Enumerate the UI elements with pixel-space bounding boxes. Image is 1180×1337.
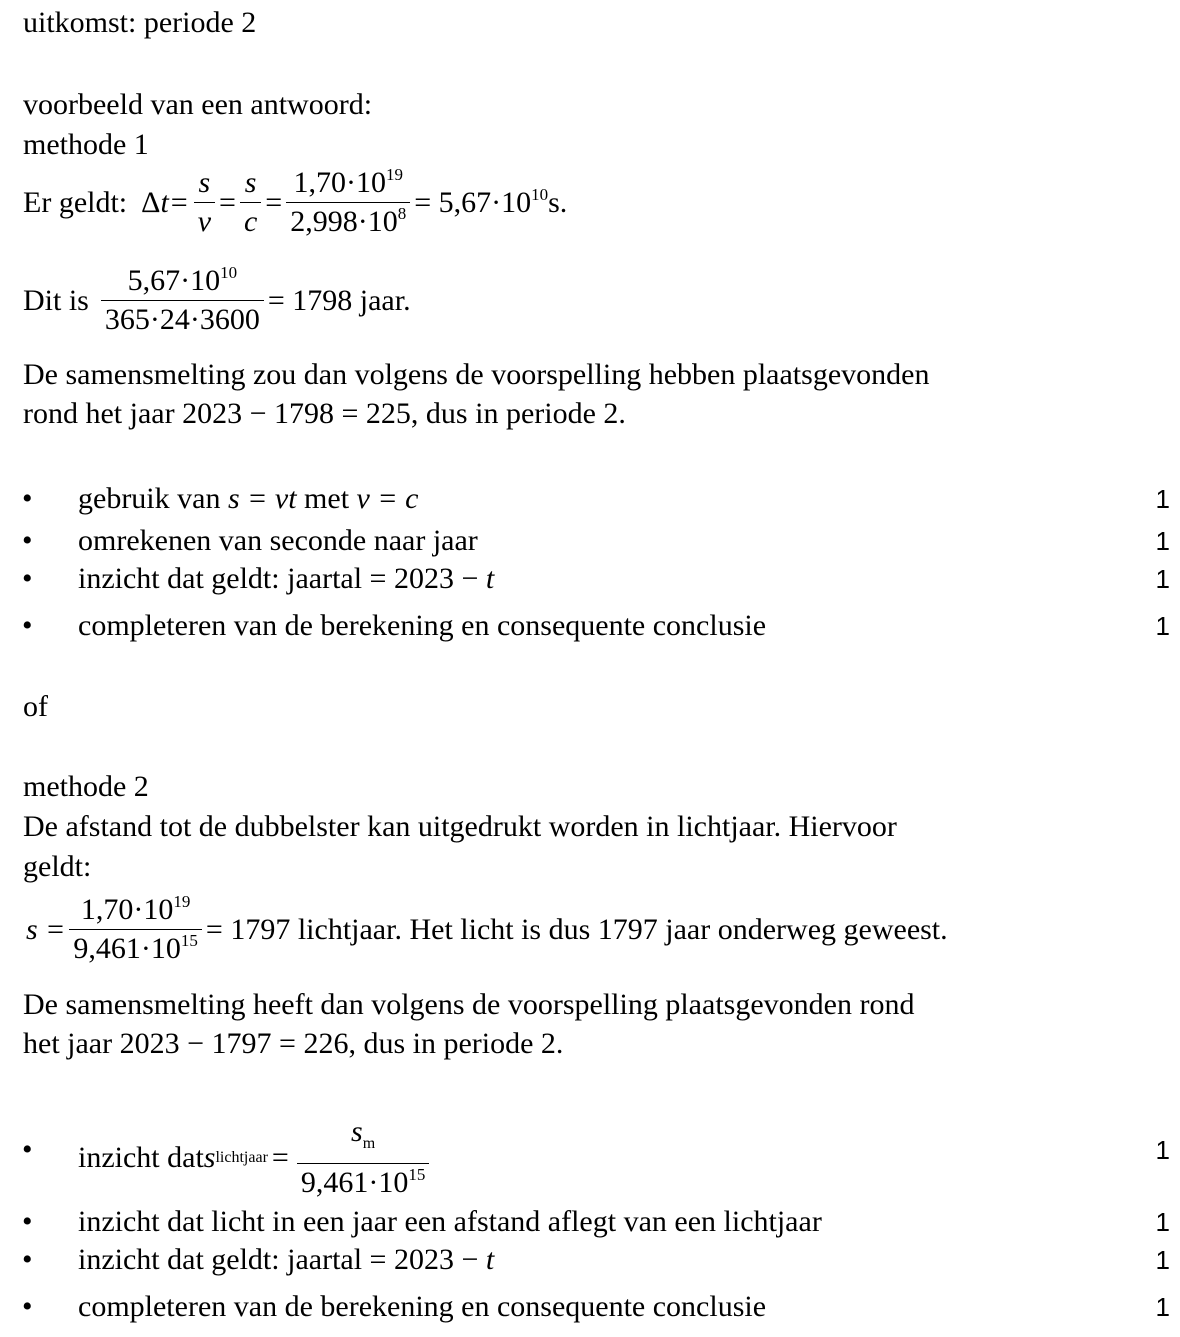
fraction-crit: $\frac{s_m}{9,461\cdot 10^{15}}$ — [297, 1115, 430, 1200]
methode2-intro-2: geldt: — [23, 850, 92, 883]
methode1-title: methode 1 — [23, 128, 149, 161]
criterion-m1-2: omrekenen van seconde naar jaar — [78, 524, 478, 557]
methode1-conclusion-2: rond het jaar 2023 − 1798 = 225, dus in periode 2. — [23, 397, 626, 430]
methode2-conclusion-2: het jaar 2023 − 1797 = 226, dus in periode 2. — [23, 1027, 564, 1060]
score: 1 — [1155, 564, 1170, 594]
fraction-years: $\frac{5,67\cdot 10^{10}}{365\cdot 24\cdot 3600}$ — [101, 264, 264, 337]
methode2-conclusion-1: De samensmelting heeft dan volgens de voorspelling plaatsgevonden rond — [23, 988, 915, 1021]
methode1-equation: Er geldt: Δt = $\frac{s}{v}$ = $\frac{s}{c}$ = $\frac{1,70\cdot 10^{19}}{2,998\cdot 10^8}$ = 5,67·10 $^{10}$ s. — [23, 165, 568, 238]
bullet: • — [22, 482, 33, 515]
methode1-year-conversion: Dit is $\frac{5,67\cdot 10^{10}}{365\cdot 24\cdot 3600}$ = 1798 jaar. — [23, 263, 411, 336]
score: 1 — [1155, 484, 1170, 514]
score: 1 — [1155, 526, 1170, 556]
delta-t: Δt — [141, 185, 169, 219]
criterion-m1-4: completeren van de berekening en consequente conclusie — [78, 609, 767, 642]
bullet: • — [22, 1133, 33, 1166]
result-unit: s. — [548, 185, 568, 219]
methode2-intro-1: De afstand tot de dubbelster kan uitgedrukt worden in lichtjaar. Hiervoor — [23, 810, 897, 843]
criterion-m2-4: completeren van de berekening en consequente conclusie — [78, 1290, 767, 1323]
voorbeeld-label: voorbeeld van een antwoord: — [23, 88, 373, 121]
score: 1 — [1155, 1292, 1170, 1322]
score: 1 — [1155, 1135, 1170, 1165]
bullet: • — [22, 1243, 33, 1276]
score: 1 — [1155, 1207, 1170, 1237]
criterion-m1-3: inzicht dat geldt: jaartal = 2023 − t — [78, 562, 495, 595]
bullet: • — [22, 562, 33, 595]
criterion-m2-2: inzicht dat licht in een jaar een afstand aflegt van een lichtjaar — [78, 1205, 822, 1238]
fraction-lightyear: $\frac{1,70\cdot 10^{19}}{9,461\cdot 10^{15}}$ — [69, 893, 202, 966]
result-exp: 10 — [531, 184, 549, 204]
fraction-value: $\frac{1,70\cdot 10^{19}}{2,998\cdot 10^8}$ — [286, 166, 410, 239]
bullet: • — [22, 1205, 33, 1238]
or-separator: of — [23, 690, 48, 723]
criterion-m1-1: gebruik van s = vt met v = c — [78, 482, 419, 515]
score: 1 — [1155, 1245, 1170, 1275]
bullet: • — [22, 1290, 33, 1323]
eq-intro: Er geldt: — [23, 185, 128, 219]
fraction-s-v: $\frac{s}{v}$ — [194, 166, 215, 239]
bullet: • — [22, 609, 33, 642]
score: 1 — [1155, 611, 1170, 641]
methode1-conclusion-1: De samensmelting zou dan volgens de voorspelling hebben plaatsgevonden — [23, 358, 930, 391]
fraction-s-c: $\frac{s}{c}$ — [240, 166, 261, 239]
uitkomst: uitkomst: periode 2 — [23, 6, 257, 39]
methode2-equation: s = $\frac{1,70\cdot 10^{19}}{9,461\cdot 10^{15}}$ = 1797 lichtjaar. Het licht is dus 1797 jaar onderweg geweest. — [26, 892, 948, 965]
result-value: = 5,67·10 — [414, 185, 532, 219]
bullet: • — [22, 524, 33, 557]
methode2-title: methode 2 — [23, 770, 149, 803]
criterion-m2-1: inzicht dat s lichtjaar = $\frac{s_m}{9,461\cdot 10^{15}}$ — [78, 1115, 433, 1200]
criterion-m2-3: inzicht dat geldt: jaartal = 2023 − t — [78, 1243, 495, 1276]
